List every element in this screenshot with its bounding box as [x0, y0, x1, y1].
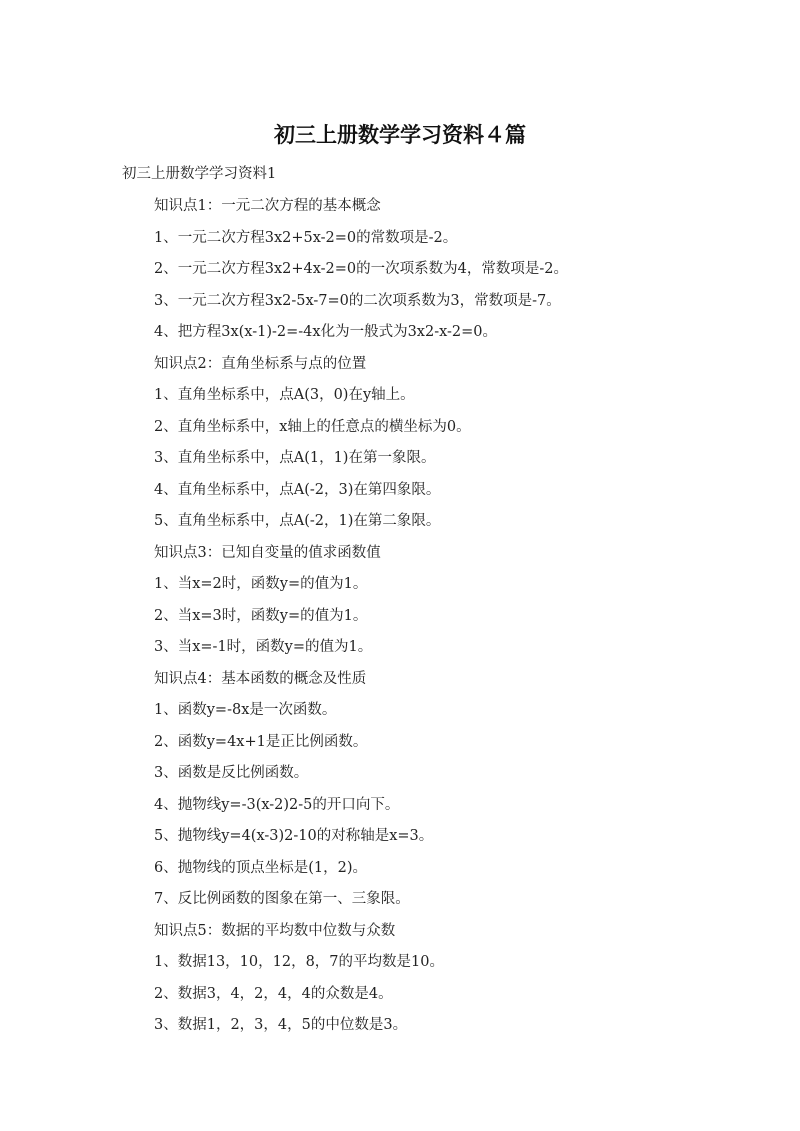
text-line: 5、直角坐标系中，点A(-2，1)在第二象限。: [154, 513, 441, 529]
text-line: 6、抛物线的顶点坐标是(1，2)。: [154, 859, 367, 876]
text-line: 3、直角坐标系中，点A(1，1)在第一象限。: [154, 450, 436, 466]
knowledge-heading-5: 知识点5：数据的平均数中位数与众数: [154, 922, 396, 939]
text-line: 1、当x=2时，函数y=的值为1。: [154, 576, 368, 592]
text-line: 1、函数y=-8x是一次函数。: [154, 702, 337, 718]
text-line: 3、当x=-1时，函数y=的值为1。: [154, 639, 373, 655]
text-line: 1、一元二次方程3x2+5x-2=0的常数项是-2。: [154, 229, 458, 246]
knowledge-heading-2: 知识点2：直角坐标系与点的位置: [154, 355, 367, 372]
knowledge-heading-3: 知识点3：已知自变量的值求函数值: [154, 544, 381, 561]
text-line: 1、数据13，10，12，8，7的平均数是10。: [154, 954, 444, 970]
text-line: 4、直角坐标系中，点A(-2，3)在第四象限。: [154, 481, 441, 498]
content-lines: [154, 194, 568, 1045]
text-line: 2、当x=3时，函数y=的值为1。: [154, 607, 368, 624]
text-line: 4、把方程3x(x-1)-2=-4x化为一般式为3x2-x-2=0。: [154, 324, 498, 340]
text-line: 2、数据3，4，2，4，4的众数是4。: [154, 985, 393, 1002]
section-heading: 初三上册数学学习资料1: [122, 166, 277, 182]
text-line: 5、抛物线y=4(x-3)2-10的对称轴是x=3。: [154, 828, 434, 844]
document-title: 初三上册数学学习资料４篇: [274, 123, 526, 147]
text-line: 7、反比例函数的图象在第一、三象限。: [154, 891, 410, 907]
text-line: 3、一元二次方程3x2-5x-7=0的二次项系数为3，常数项是-7。: [154, 292, 561, 309]
knowledge-heading-1: 知识点1：一元二次方程的基本概念: [154, 198, 381, 214]
text-line: 2、直角坐标系中，x轴上的任意点的横坐标为0。: [154, 418, 471, 435]
text-line: 1、直角坐标系中，点A(3，0)在y轴上。: [154, 387, 415, 403]
knowledge-heading-4: 知识点4：基本函数的概念及性质: [154, 670, 367, 687]
text-line: 2、函数y=4x+1是正比例函数。: [154, 733, 368, 750]
text-line: 3、数据1，2，3，4，5的中位数是3。: [154, 1017, 408, 1033]
text-line: 4、抛物线y=-3(x-2)2-5的开口向下。: [154, 796, 400, 813]
text-line: 2、一元二次方程3x2+4x-2=0的一次项系数为4，常数项是-2。: [154, 261, 568, 277]
text-line: 3、函数是反比例函数。: [154, 765, 309, 781]
